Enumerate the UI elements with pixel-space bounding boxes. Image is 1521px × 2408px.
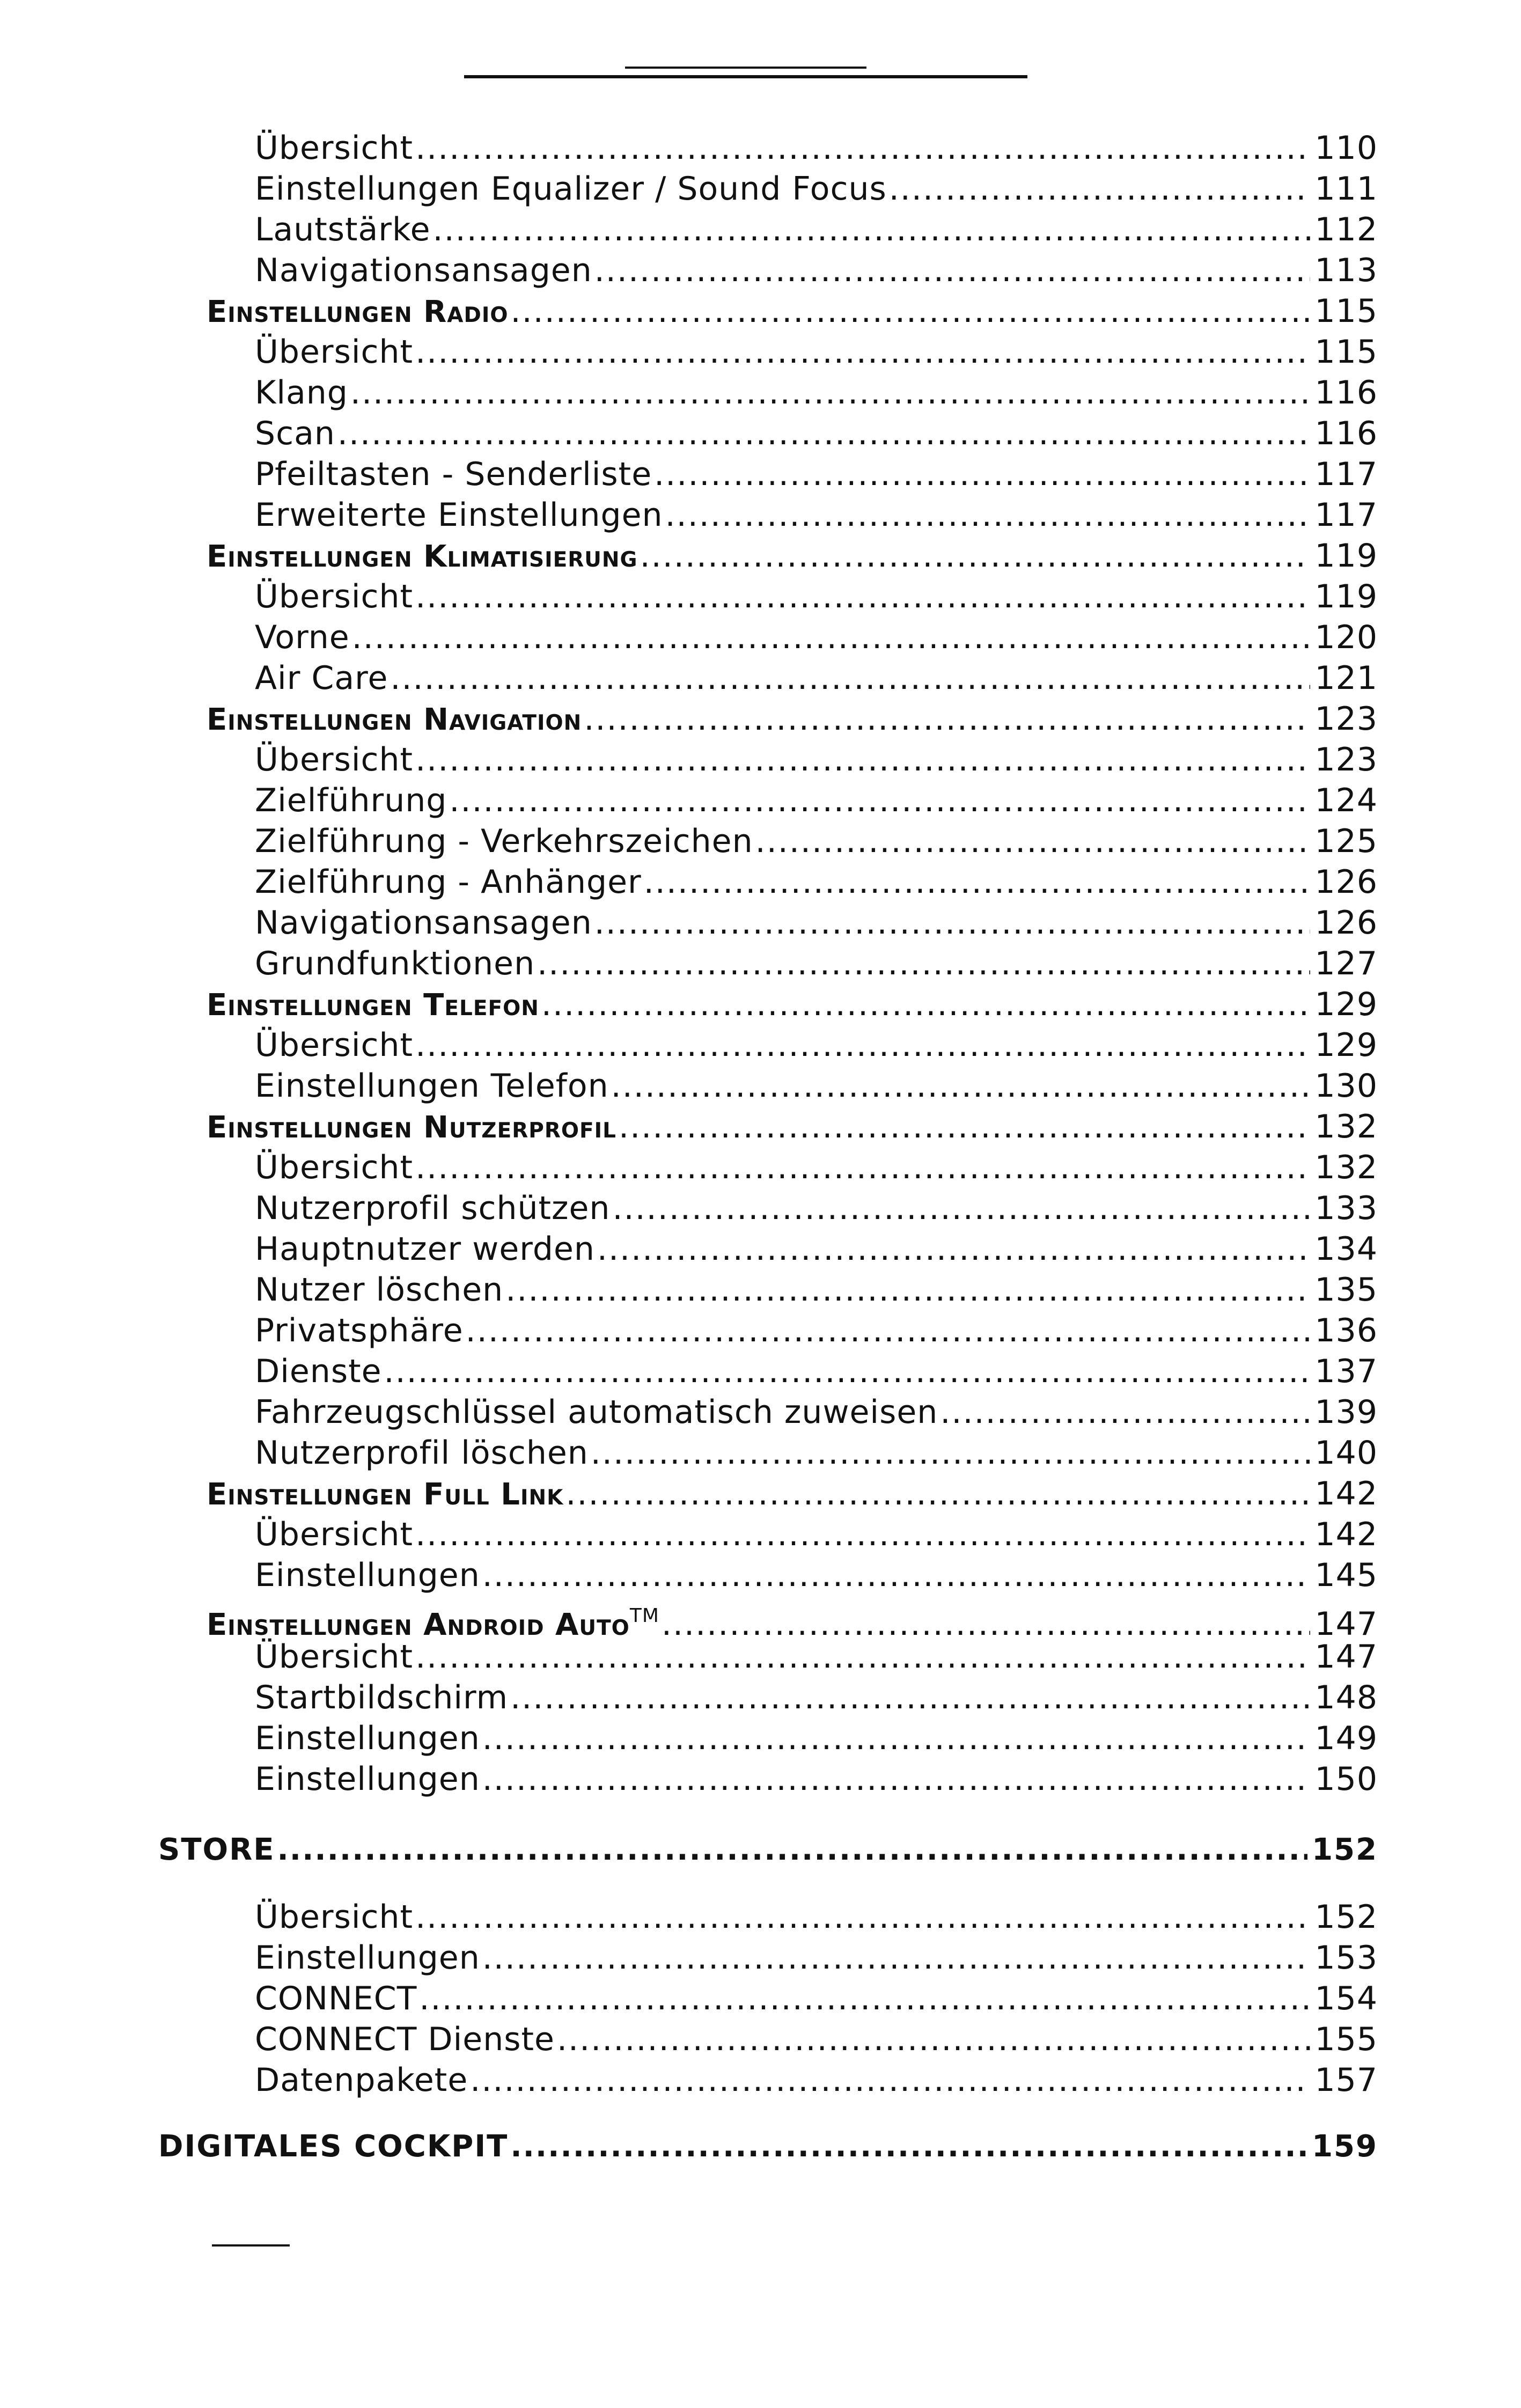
dot-leader — [415, 1147, 1310, 1188]
toc-entry-page-number: 142 — [1314, 1516, 1378, 1553]
toc-entry-title: Nutzerprofil schützen — [255, 1190, 611, 1227]
toc-entry-page-number: 155 — [1314, 2021, 1378, 2058]
toc-entry-page-number: 116 — [1314, 415, 1378, 452]
toc-entry-title: Einstellungen Navigation — [207, 702, 582, 737]
toc-entry[interactable] — [207, 535, 1378, 576]
toc-entry[interactable] — [207, 984, 1378, 1025]
toc-entry-page-number: 153 — [1314, 1939, 1378, 1977]
dot-leader — [619, 1106, 1310, 1147]
toc-entry[interactable] — [255, 250, 1378, 291]
toc-entry-title: Startbildschirm — [255, 1679, 509, 1716]
toc-entry[interactable] — [255, 1229, 1378, 1269]
toc-entry-title: Einstellungen — [255, 1939, 480, 1977]
toc-entry-page-number: 147 — [1314, 1605, 1378, 1643]
toc-entry[interactable] — [255, 780, 1378, 821]
toc-entry[interactable] — [255, 1636, 1378, 1677]
dot-leader — [470, 2060, 1310, 2101]
toc-entry-title: Zielführung - Anhänger — [255, 863, 642, 901]
dot-leader — [541, 984, 1311, 1025]
toc-entry[interactable] — [255, 128, 1378, 168]
toc-entry-title: Dienste — [255, 1353, 382, 1390]
dot-leader — [482, 1555, 1311, 1596]
toc-entry[interactable] — [255, 454, 1378, 495]
dot-leader — [433, 209, 1311, 250]
dot-leader — [510, 1677, 1310, 1718]
dot-leader — [511, 291, 1311, 332]
toc-entry-title: Navigationsansagen — [255, 904, 592, 942]
toc-entry-page-number: 117 — [1314, 496, 1378, 534]
toc-entry-page-number: 129 — [1314, 986, 1378, 1023]
toc-entry-title: Navigationsansagen — [255, 252, 592, 289]
toc-entry-page-number: 150 — [1314, 1760, 1378, 1798]
toc-entry[interactable] — [255, 739, 1378, 780]
toc-entry-page-number: 132 — [1314, 1108, 1378, 1146]
dot-leader — [415, 1025, 1310, 1066]
toc-entry[interactable] — [255, 1897, 1378, 1937]
toc-entry[interactable] — [255, 1555, 1378, 1596]
toc-entry[interactable] — [255, 2060, 1378, 2101]
toc-entry-page-number: 152 — [1314, 1898, 1378, 1936]
toc-entry-page-number: 137 — [1314, 1353, 1378, 1390]
dot-leader — [505, 1269, 1310, 1310]
dot-leader — [419, 1978, 1310, 2019]
toc-entry-title: Einstellungen Telefon — [255, 1067, 609, 1105]
toc-entry-title: Privatsphäre — [255, 1312, 464, 1349]
toc-entry-page-number: 126 — [1314, 904, 1378, 942]
dot-leader — [644, 862, 1311, 902]
toc-entry[interactable] — [255, 413, 1378, 454]
dot-leader — [350, 372, 1311, 413]
toc-entry-page-number: 117 — [1314, 456, 1378, 493]
dot-leader — [415, 739, 1310, 780]
dot-leader — [640, 535, 1311, 576]
toc-entry[interactable] — [255, 1514, 1378, 1555]
dot-leader — [612, 1188, 1310, 1229]
toc-entry[interactable] — [255, 1433, 1378, 1473]
toc-entry-title: Übersicht — [255, 1026, 414, 1064]
toc-entry-page-number: 125 — [1314, 823, 1378, 860]
dot-leader — [415, 332, 1310, 372]
toc-entry[interactable] — [207, 1596, 1378, 1643]
toc-entry-title: DIGITALES COCKPIT — [158, 2129, 509, 2164]
dot-leader — [537, 943, 1310, 984]
toc-entry[interactable] — [158, 1830, 1378, 1870]
toc-entry-title: CONNECT Dienste — [255, 2021, 555, 2058]
toc-entry[interactable] — [255, 1677, 1378, 1718]
toc-entry-title: Air Care — [255, 659, 388, 697]
dot-leader — [415, 576, 1310, 617]
toc-entry-page-number: 110 — [1314, 129, 1378, 167]
toc-entry[interactable] — [255, 1718, 1378, 1759]
toc-entry[interactable] — [158, 2126, 1378, 2167]
toc-entry[interactable] — [255, 658, 1378, 699]
dot-leader — [597, 1229, 1311, 1269]
toc-entry[interactable] — [255, 1937, 1378, 1978]
header-rule-accent — [625, 67, 866, 69]
toc-entry[interactable] — [207, 291, 1378, 332]
toc-entry-title: Einstellungen — [255, 1720, 480, 1757]
toc-entry[interactable] — [255, 1188, 1378, 1229]
dot-leader — [654, 454, 1310, 495]
toc-entry[interactable] — [255, 1269, 1378, 1310]
dot-leader — [415, 128, 1310, 168]
toc-entry-title: Einstellungen Equalizer / Sound Focus — [255, 170, 887, 208]
dot-leader — [594, 902, 1311, 943]
dot-leader — [755, 821, 1311, 862]
toc-entry[interactable] — [207, 1473, 1378, 1514]
dot-leader — [466, 1310, 1311, 1351]
dot-leader — [665, 495, 1311, 535]
toc-entry-page-number: 152 — [1312, 1832, 1378, 1867]
toc-entry-page-number: 134 — [1314, 1230, 1378, 1268]
toc-entry[interactable] — [255, 1025, 1378, 1066]
toc-entry[interactable] — [207, 1106, 1378, 1147]
toc-entry-title: Übersicht — [255, 741, 414, 779]
toc-entry-title: Fahrzeugschlüssel automatisch zuweisen — [255, 1393, 938, 1431]
toc-entry-title: Einstellungen Telefon — [207, 988, 539, 1023]
toc-entry-title: Einstellungen Radio — [207, 295, 509, 329]
toc-entry-title: Übersicht — [255, 129, 414, 167]
toc-entry-page-number: 124 — [1314, 782, 1378, 819]
dot-leader — [415, 1514, 1310, 1555]
toc-entry[interactable] — [255, 1978, 1378, 2019]
toc-entry-page-number: 133 — [1314, 1190, 1378, 1227]
dot-leader — [337, 413, 1311, 454]
toc-entry-title: Einstellungen Full Link — [207, 1477, 564, 1512]
footer-rule — [212, 2244, 290, 2247]
toc-entry-page-number: 136 — [1314, 1312, 1378, 1349]
dot-leader — [594, 250, 1311, 291]
toc-entry-title: CONNECT — [255, 1980, 417, 2017]
toc-entry-page-number: 115 — [1314, 333, 1378, 371]
toc-entry[interactable] — [255, 576, 1378, 617]
toc-entry-title: Nutzer löschen — [255, 1271, 504, 1309]
toc-entry-title: Übersicht — [255, 1638, 414, 1676]
header-rule — [464, 75, 1027, 78]
toc-entry-title: Übersicht — [255, 1898, 414, 1936]
dot-leader — [510, 2126, 1307, 2167]
toc-entry-page-number: 123 — [1314, 700, 1378, 738]
toc-entry-page-number: 154 — [1314, 1980, 1378, 2017]
dot-leader — [384, 1351, 1311, 1392]
toc-entry-title: Vorne — [255, 619, 350, 656]
toc-entry[interactable] — [207, 699, 1378, 739]
toc-entry-page-number: 140 — [1314, 1434, 1378, 1472]
toc-entry-page-number: 130 — [1314, 1067, 1378, 1105]
toc-entry-page-number: 121 — [1314, 659, 1378, 697]
toc-entry[interactable] — [255, 1351, 1378, 1392]
toc-entry-title: Einstellungen — [255, 1760, 480, 1798]
toc-entry-title: Übersicht — [255, 578, 414, 615]
toc-entry-page-number: 112 — [1314, 211, 1378, 248]
toc-entry[interactable] — [255, 1066, 1378, 1106]
dot-leader — [449, 780, 1310, 821]
toc-entry-title: STORE — [158, 1832, 275, 1867]
toc-entry[interactable] — [255, 821, 1378, 862]
toc-entry[interactable] — [255, 332, 1378, 372]
toc-entry-title: Klang — [255, 374, 348, 412]
toc-entry-title: Zielführung - Verkehrszeichen — [255, 823, 753, 860]
dot-leader — [482, 1759, 1311, 1800]
toc-entry-title: Übersicht — [255, 1149, 414, 1186]
toc-entry-page-number: 145 — [1314, 1557, 1378, 1594]
toc-entry-page-number: 139 — [1314, 1393, 1378, 1431]
toc-entry[interactable] — [255, 617, 1378, 658]
dot-leader — [557, 2019, 1311, 2060]
toc-entry-page-number: 126 — [1314, 863, 1378, 901]
toc-entry-title: Einstellungen Klimatisierung — [207, 539, 638, 574]
toc-entry[interactable] — [255, 1310, 1378, 1351]
toc-entry-page-number: 113 — [1314, 252, 1378, 289]
toc-entry-title: Einstellungen Nutzerprofil — [207, 1110, 617, 1145]
toc-entry-title: Datenpakete — [255, 2061, 468, 2099]
toc-entry-page-number: 116 — [1314, 374, 1378, 412]
toc-entry[interactable] — [255, 862, 1378, 902]
toc-entry-page-number: 127 — [1314, 945, 1378, 982]
toc-entry[interactable] — [255, 1759, 1378, 1800]
toc-entry-title: Einstellungen — [255, 1557, 480, 1594]
toc-entry-title: Übersicht — [255, 333, 414, 371]
toc-entry-page-number: 159 — [1312, 2129, 1378, 2164]
dot-leader — [565, 1473, 1310, 1514]
toc-entry-page-number: 119 — [1314, 578, 1378, 615]
toc-entry[interactable] — [255, 1392, 1378, 1433]
toc-entry-title: Einstellungen Android Auto™ — [207, 1605, 659, 1642]
toc-entry-page-number: 132 — [1314, 1149, 1378, 1186]
toc-entry-title: Scan — [255, 415, 335, 452]
toc-entry-title: Nutzerprofil löschen — [255, 1434, 589, 1472]
toc-entry-page-number: 157 — [1314, 2061, 1378, 2099]
toc-entry[interactable] — [255, 495, 1378, 535]
dot-leader — [591, 1433, 1311, 1473]
toc-entry-page-number: 135 — [1314, 1271, 1378, 1309]
toc-entry[interactable] — [255, 902, 1378, 943]
toc-entry-title: Erweiterte Einstellungen — [255, 496, 663, 534]
trademark-mark: TM — [629, 1605, 659, 1627]
dot-leader — [940, 1392, 1310, 1433]
toc-entry-page-number: 148 — [1314, 1679, 1378, 1716]
toc-entry-title: Grundfunktionen — [255, 945, 535, 982]
toc-entry-page-number: 123 — [1314, 741, 1378, 779]
toc-entry-page-number: 147 — [1314, 1638, 1378, 1676]
toc-entry-page-number: 149 — [1314, 1720, 1378, 1757]
toc-entry[interactable] — [255, 1147, 1378, 1188]
dot-leader — [889, 168, 1311, 209]
toc-entry-title: Hauptnutzer werden — [255, 1230, 595, 1268]
dot-leader — [611, 1066, 1311, 1106]
toc-entry-page-number: 120 — [1314, 619, 1378, 656]
toc-entry[interactable] — [255, 209, 1378, 250]
dot-leader — [277, 1830, 1308, 1870]
toc-entry-page-number: 119 — [1314, 537, 1378, 575]
toc-entry[interactable] — [255, 2019, 1378, 2060]
toc-entry-title: Zielführung — [255, 782, 447, 819]
dot-leader — [415, 1897, 1310, 1937]
toc-entry[interactable] — [255, 943, 1378, 984]
toc-entry-page-number: 111 — [1314, 170, 1378, 208]
dot-leader — [390, 658, 1310, 699]
toc-entry-title: Pfeiltasten - Senderliste — [255, 456, 652, 493]
toc-entry-title: Lautstärke — [255, 211, 431, 248]
dot-leader — [482, 1718, 1311, 1759]
toc-entry-page-number: 115 — [1314, 292, 1378, 330]
toc-entry[interactable] — [255, 168, 1378, 209]
dot-leader — [415, 1636, 1310, 1677]
toc-entry-page-number: 142 — [1314, 1475, 1378, 1513]
toc-entry-title: Übersicht — [255, 1516, 414, 1553]
dot-leader — [482, 1937, 1311, 1978]
dot-leader — [352, 617, 1311, 658]
dot-leader — [584, 699, 1310, 739]
toc-entry-page-number: 129 — [1314, 1026, 1378, 1064]
toc-entry[interactable] — [255, 372, 1378, 413]
